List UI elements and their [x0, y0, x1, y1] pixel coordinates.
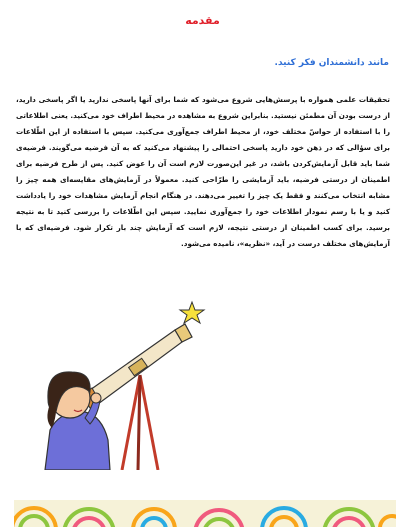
star-icon: [180, 302, 204, 323]
subtitle: مانند دانشمندان فکر کنید.: [274, 58, 389, 68]
body-paragraph: تحقیقات علمی همواره با پرسش‌هایی شروع می‌شود که شما برای آنها پاسخی ندارید یا اگر پاسخی دارید، از درست بودن آن مطمئن نیستید. بنابراین شروع به مشاهده در محیط اطراف خود می‌کنید. یعنی اطلاعاتی را با استفاده از حواسّ مختلف خود، از محیط اطراف جمع‌آوری می‌کنید. سپس با استفاده از این اطّلاعات برای سؤالی که در ذهن خود دارید پاسخی احتمالی را پیشنهاد می‌کنید که به آن فرضیه می‌گویند. فرضیه‌ی شما باید قابل آزمایش‌کردن باشد، در غیر این‌صورت لازم است آن را عوض کنید. پس از طرح فرضیه برای اطمینان از درستی فرضیه، باید آزمایشی را طرّاحی کنید. معمولاً در آزمایش‌های مقایسه‌ای همه چیز را مشابه انتخاب می‌کنند و فقط یک چیز را تغییر می‌دهند. در هنگام انجام آزمایش مشاهدات خود را یادداشت کنید و یا با رسم نمودار اطلاعات خود را جمع‌آوری نمایید. سپس این اطّلاعات را بررسی کنید تا به نتیجه برسید. برای کسب اطمینان از درستی نتیجه، لازم است که آزمایش چند بار تکرار شود. فرضیه‌ای که با آزمایش‌های مختلف درست در آید، «نظریه»، نامیده می‌شود.: [16, 95, 390, 248]
girl-with-telescope-illustration: [30, 300, 215, 470]
decorative-bottom-band: [14, 500, 396, 527]
page-title: مقدمه: [185, 14, 220, 27]
